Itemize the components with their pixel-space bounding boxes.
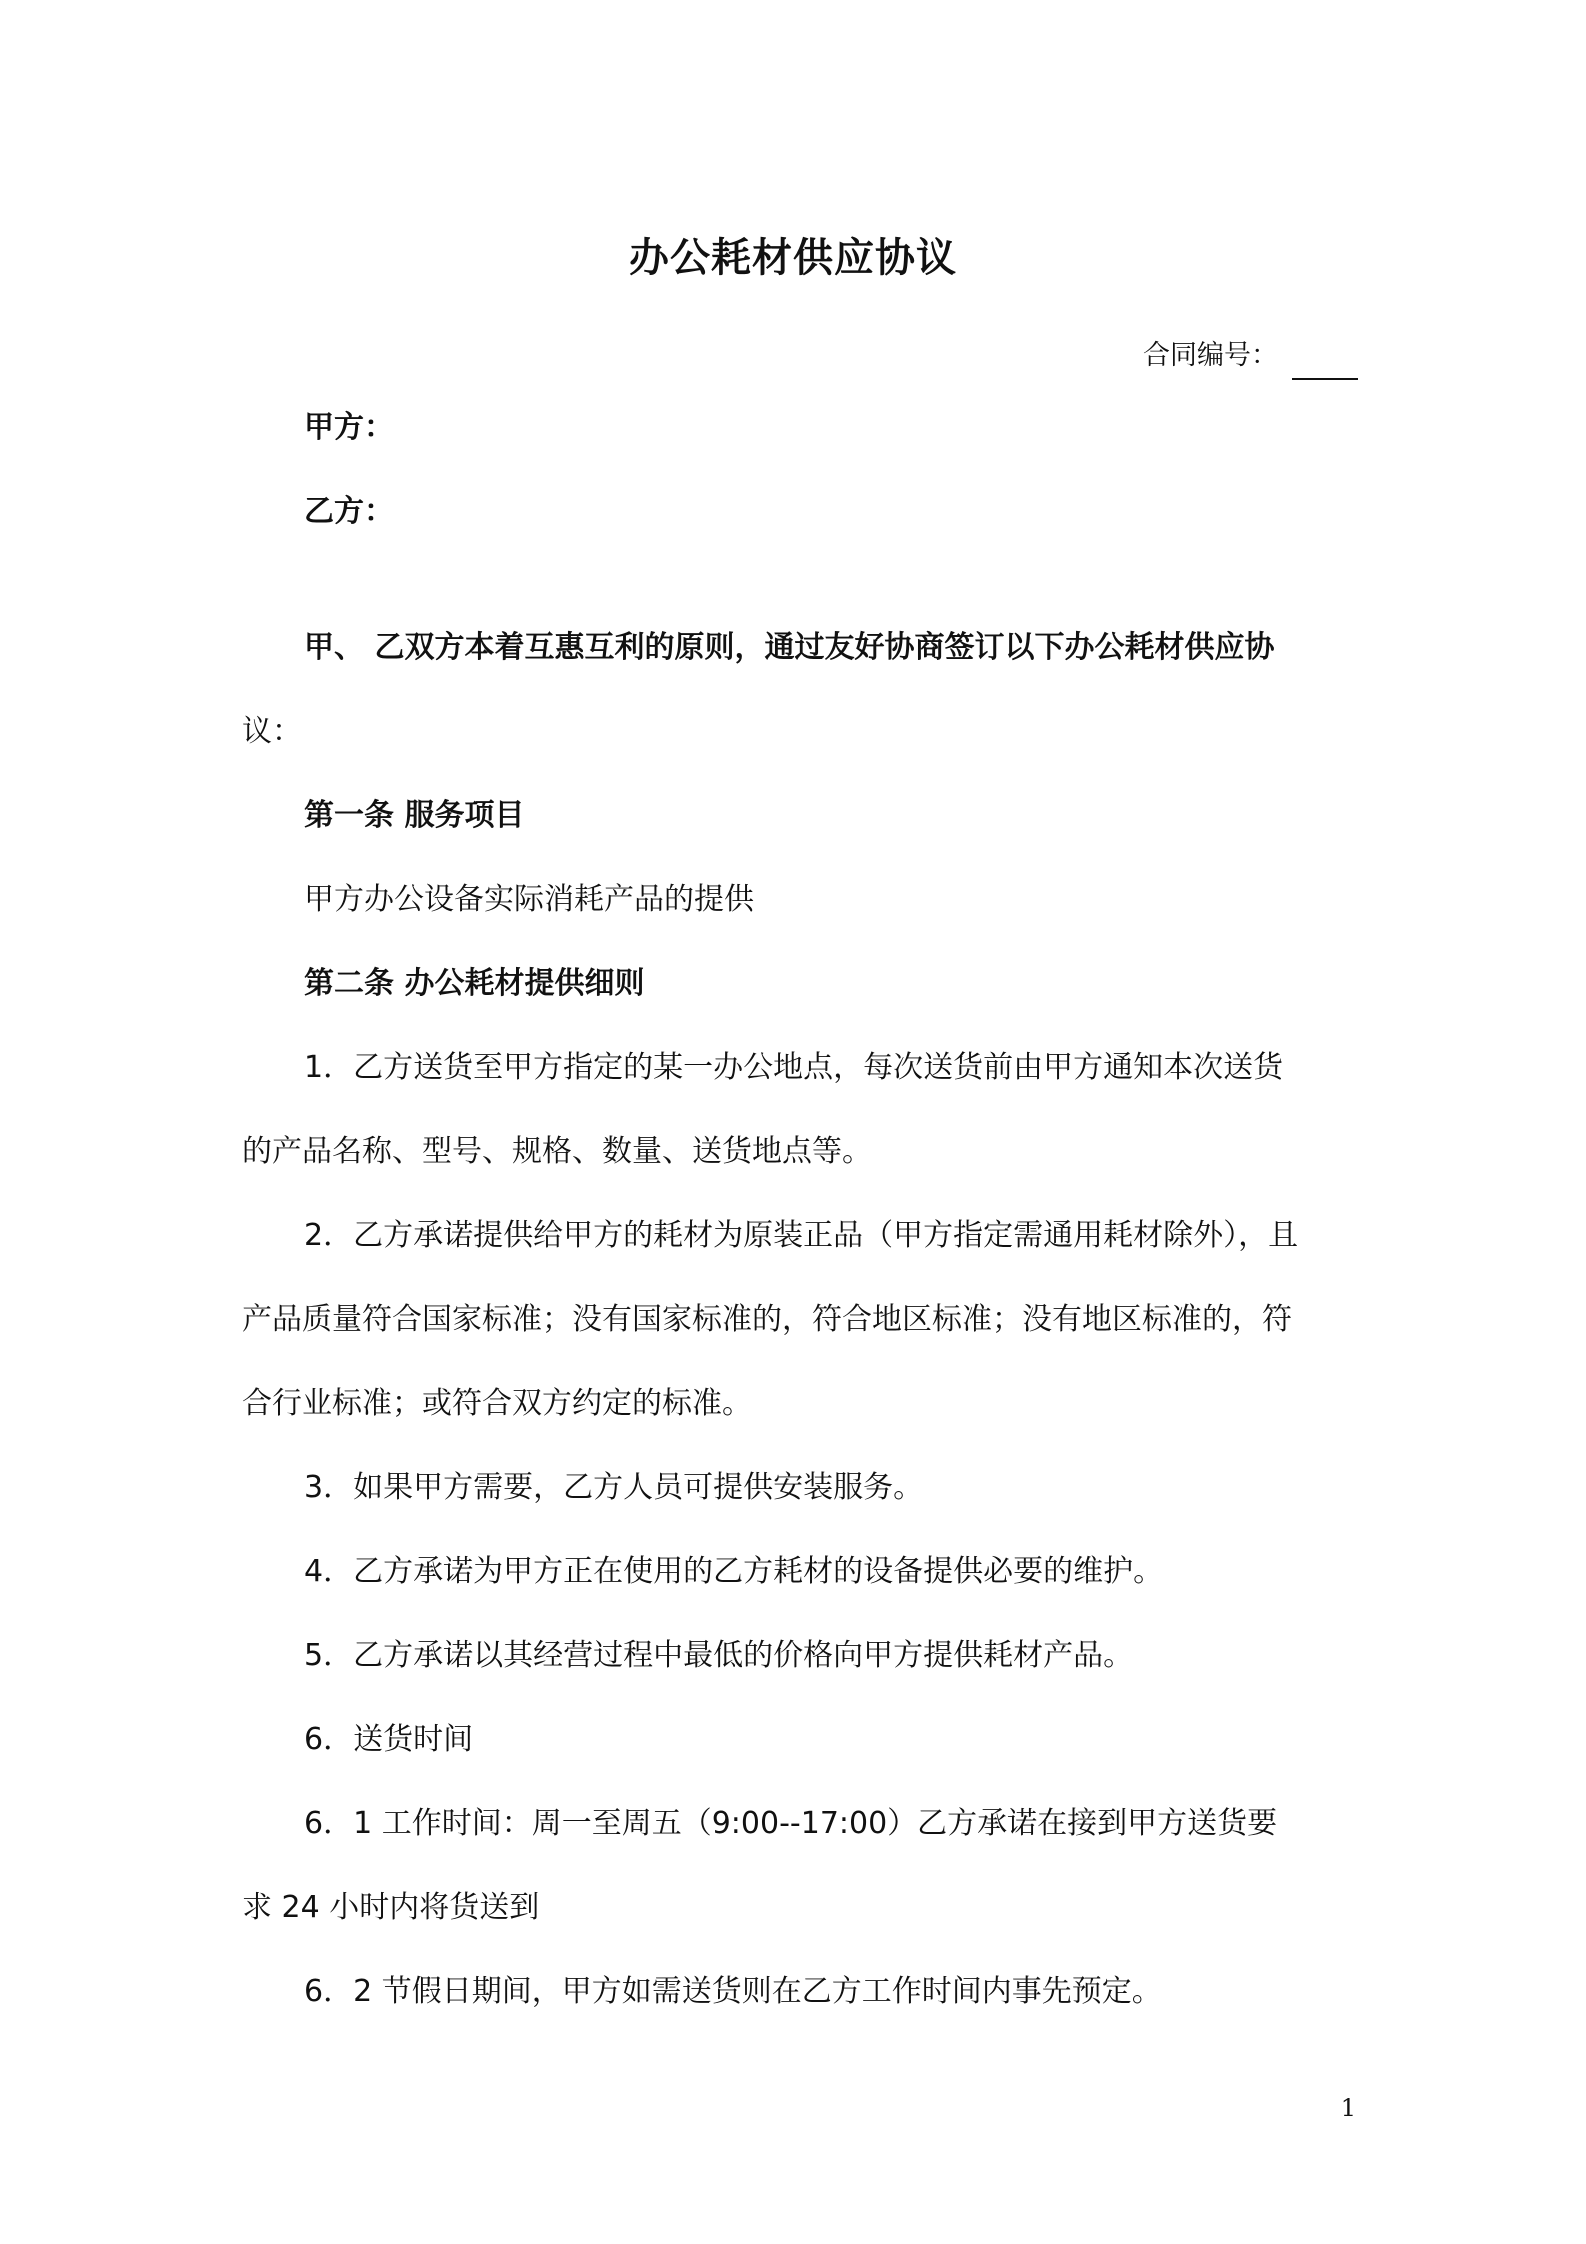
contract-number-field xyxy=(1143,332,1358,380)
item-1-line-2: 的产品名称、型号、规格、数量、送货地点等。 xyxy=(242,1134,872,1169)
contract-number-label: 合同编号： xyxy=(1143,340,1278,371)
intro-line-2: 议： xyxy=(242,714,302,749)
item-3: 3．如果甲方需要，乙方人员可提供安装服务。 xyxy=(304,1470,924,1505)
item-5: 5．乙方承诺以其经营过程中最低的价格向甲方提供耗材产品。 xyxy=(304,1638,1134,1673)
item-6-1-line-1: 6．1 工作时间：周一至周五（9:00--17:00）乙方承诺在接到甲方送货要 xyxy=(304,1806,1278,1841)
item-6-2: 6．2 节假日期间，甲方如需送货则在乙方工作时间内事先预定。 xyxy=(304,1974,1162,2009)
article-1-body: 甲方办公设备实际消耗产品的提供 xyxy=(304,882,754,917)
contract-number-blank xyxy=(1292,348,1358,380)
item-2-line-2: 产品质量符合国家标准；没有国家标准的，符合地区标准；没有地区标准的，符 xyxy=(242,1302,1292,1337)
item-2-line-3: 合行业标准；或符合双方约定的标准。 xyxy=(242,1386,752,1421)
intro-line-1: 甲、 乙双方本着互惠互利的原则，通过友好协商签订以下办公耗材供应协 xyxy=(304,630,1275,665)
item-6: 6．送货时间 xyxy=(304,1722,474,1757)
item-4: 4．乙方承诺为甲方正在使用的乙方耗材的设备提供必要的维护。 xyxy=(304,1554,1164,1589)
item-2-line-1: 2．乙方承诺提供给甲方的耗材为原装正品（甲方指定需通用耗材除外），且 xyxy=(304,1218,1299,1253)
party-b-label: 乙方： xyxy=(304,494,394,529)
item-1-line-1: 1．乙方送货至甲方指定的某一办公地点，每次送货前由甲方通知本次送货 xyxy=(304,1050,1284,1085)
item-6-1-line-2: 求 24 小时内将货送到 xyxy=(242,1890,540,1925)
article-2-title: 第二条 办公耗材提供细则 xyxy=(304,966,645,1001)
document-title: 办公耗材供应协议 xyxy=(629,235,957,281)
article-1-title: 第一条 服务项目 xyxy=(304,798,525,833)
party-a-label: 甲方： xyxy=(304,410,394,445)
page-number: 1 xyxy=(1340,2094,1356,2122)
